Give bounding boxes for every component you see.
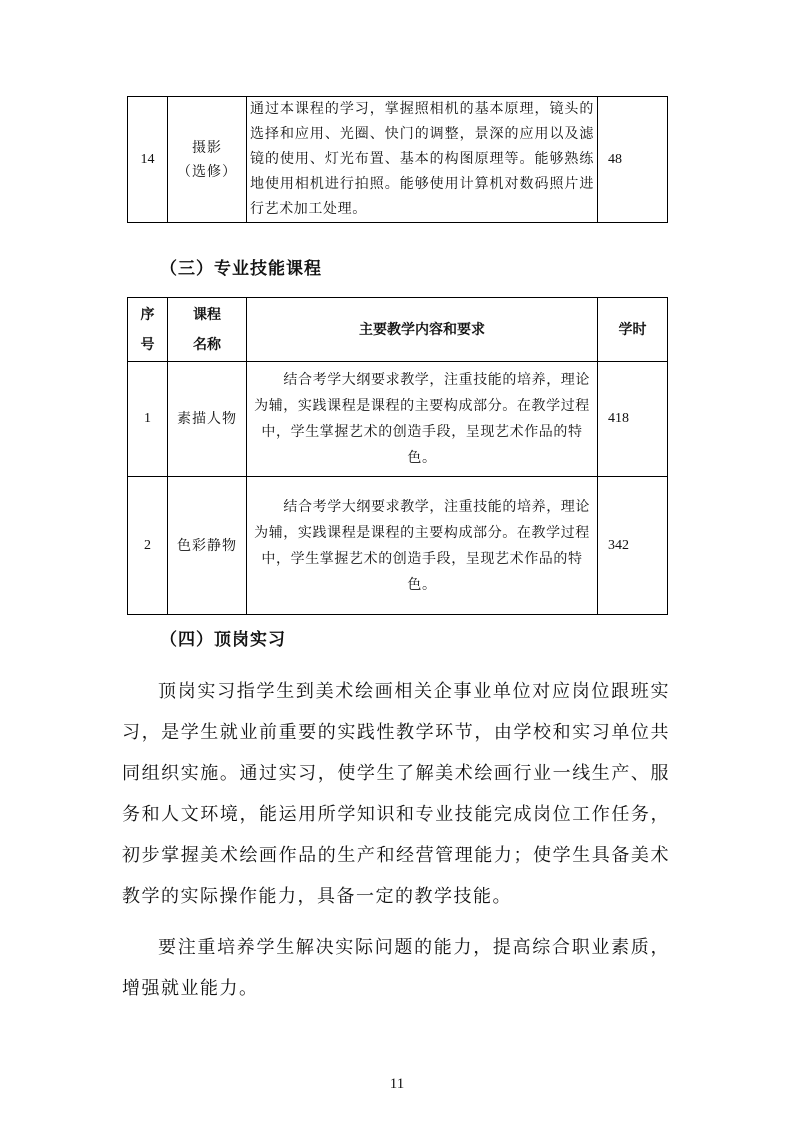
course-content: 结合考学大纲要求教学，注重技能的培养，理论为辅，实践课程是课程的主要构成部分。在教学过程中，学生掌握艺术的创造手段，呈现艺术作品的特色。 — [247, 477, 598, 615]
row-number: 2 — [128, 477, 168, 615]
table-row — [128, 97, 668, 223]
header-name-line1: 课程 — [193, 306, 221, 323]
header-name-line2: 名称 — [193, 336, 221, 353]
internship-paragraph-1: 顶岗实习指学生到美术绘画相关企事业单位对应岗位跟班实习，是学生就业前重要的实践性教学环节，由学校和实习单位共同组织实施。通过实习，使学生了解美术绘画行业一线生产、服务和人文环境，能运用所学知识和专业技能完成岗位工作任务，初步掌握美术绘画作品的生产和经营管理能力；使学生具备美术教学的实际操作能力，具备一定的教学技能。 — [122, 681, 670, 907]
course-name: 色彩静物 — [168, 477, 247, 615]
table-row — [128, 362, 668, 477]
header-name — [168, 298, 247, 362]
section-heading-skills: （三）专业技能课程 — [160, 259, 322, 279]
course-hours: 418 — [598, 362, 668, 477]
course-table-elective — [127, 96, 668, 223]
course-table-skills — [127, 297, 668, 615]
course-hours: 342 — [598, 477, 668, 615]
page-number: 11 — [389, 1076, 405, 1092]
course-name-line2: （选修） — [177, 163, 237, 180]
table-row — [128, 477, 668, 615]
course-name: 素描人物 — [168, 362, 247, 477]
header-num-line1: 序 — [140, 306, 155, 323]
header-content: 主要教学内容和要求 — [247, 298, 598, 362]
row-number: 1 — [128, 362, 168, 477]
header-num-line2: 号 — [140, 336, 155, 353]
course-name — [168, 97, 247, 223]
course-content: 通过本课程的学习，掌握照相机的基本原理，镜头的选择和应用、光圈、快门的调整，景深的应用以及滤镜的使用、灯光布置、基本的构图原理等。能够熟练地使用相机进行拍照。能够使用计算机对数码照片进行艺术加工处理。 — [247, 97, 598, 223]
row-number: 14 — [128, 97, 168, 223]
internship-paragraph-2: 要注重培养学生解决实际问题的能力，提高综合职业素质，增强就业能力。 — [122, 937, 670, 999]
course-name-line1: 摄影 — [192, 139, 222, 156]
header-hours: 学时 — [598, 298, 668, 362]
table-header-row — [128, 298, 668, 362]
course-hours: 48 — [598, 97, 668, 223]
header-num — [128, 298, 168, 362]
section-heading-internship: （四）顶岗实习 — [160, 630, 286, 650]
course-content: 结合考学大纲要求教学，注重技能的培养，理论为辅，实践课程是课程的主要构成部分。在教学过程中，学生掌握艺术的创造手段，呈现艺术作品的特色。 — [247, 362, 598, 477]
